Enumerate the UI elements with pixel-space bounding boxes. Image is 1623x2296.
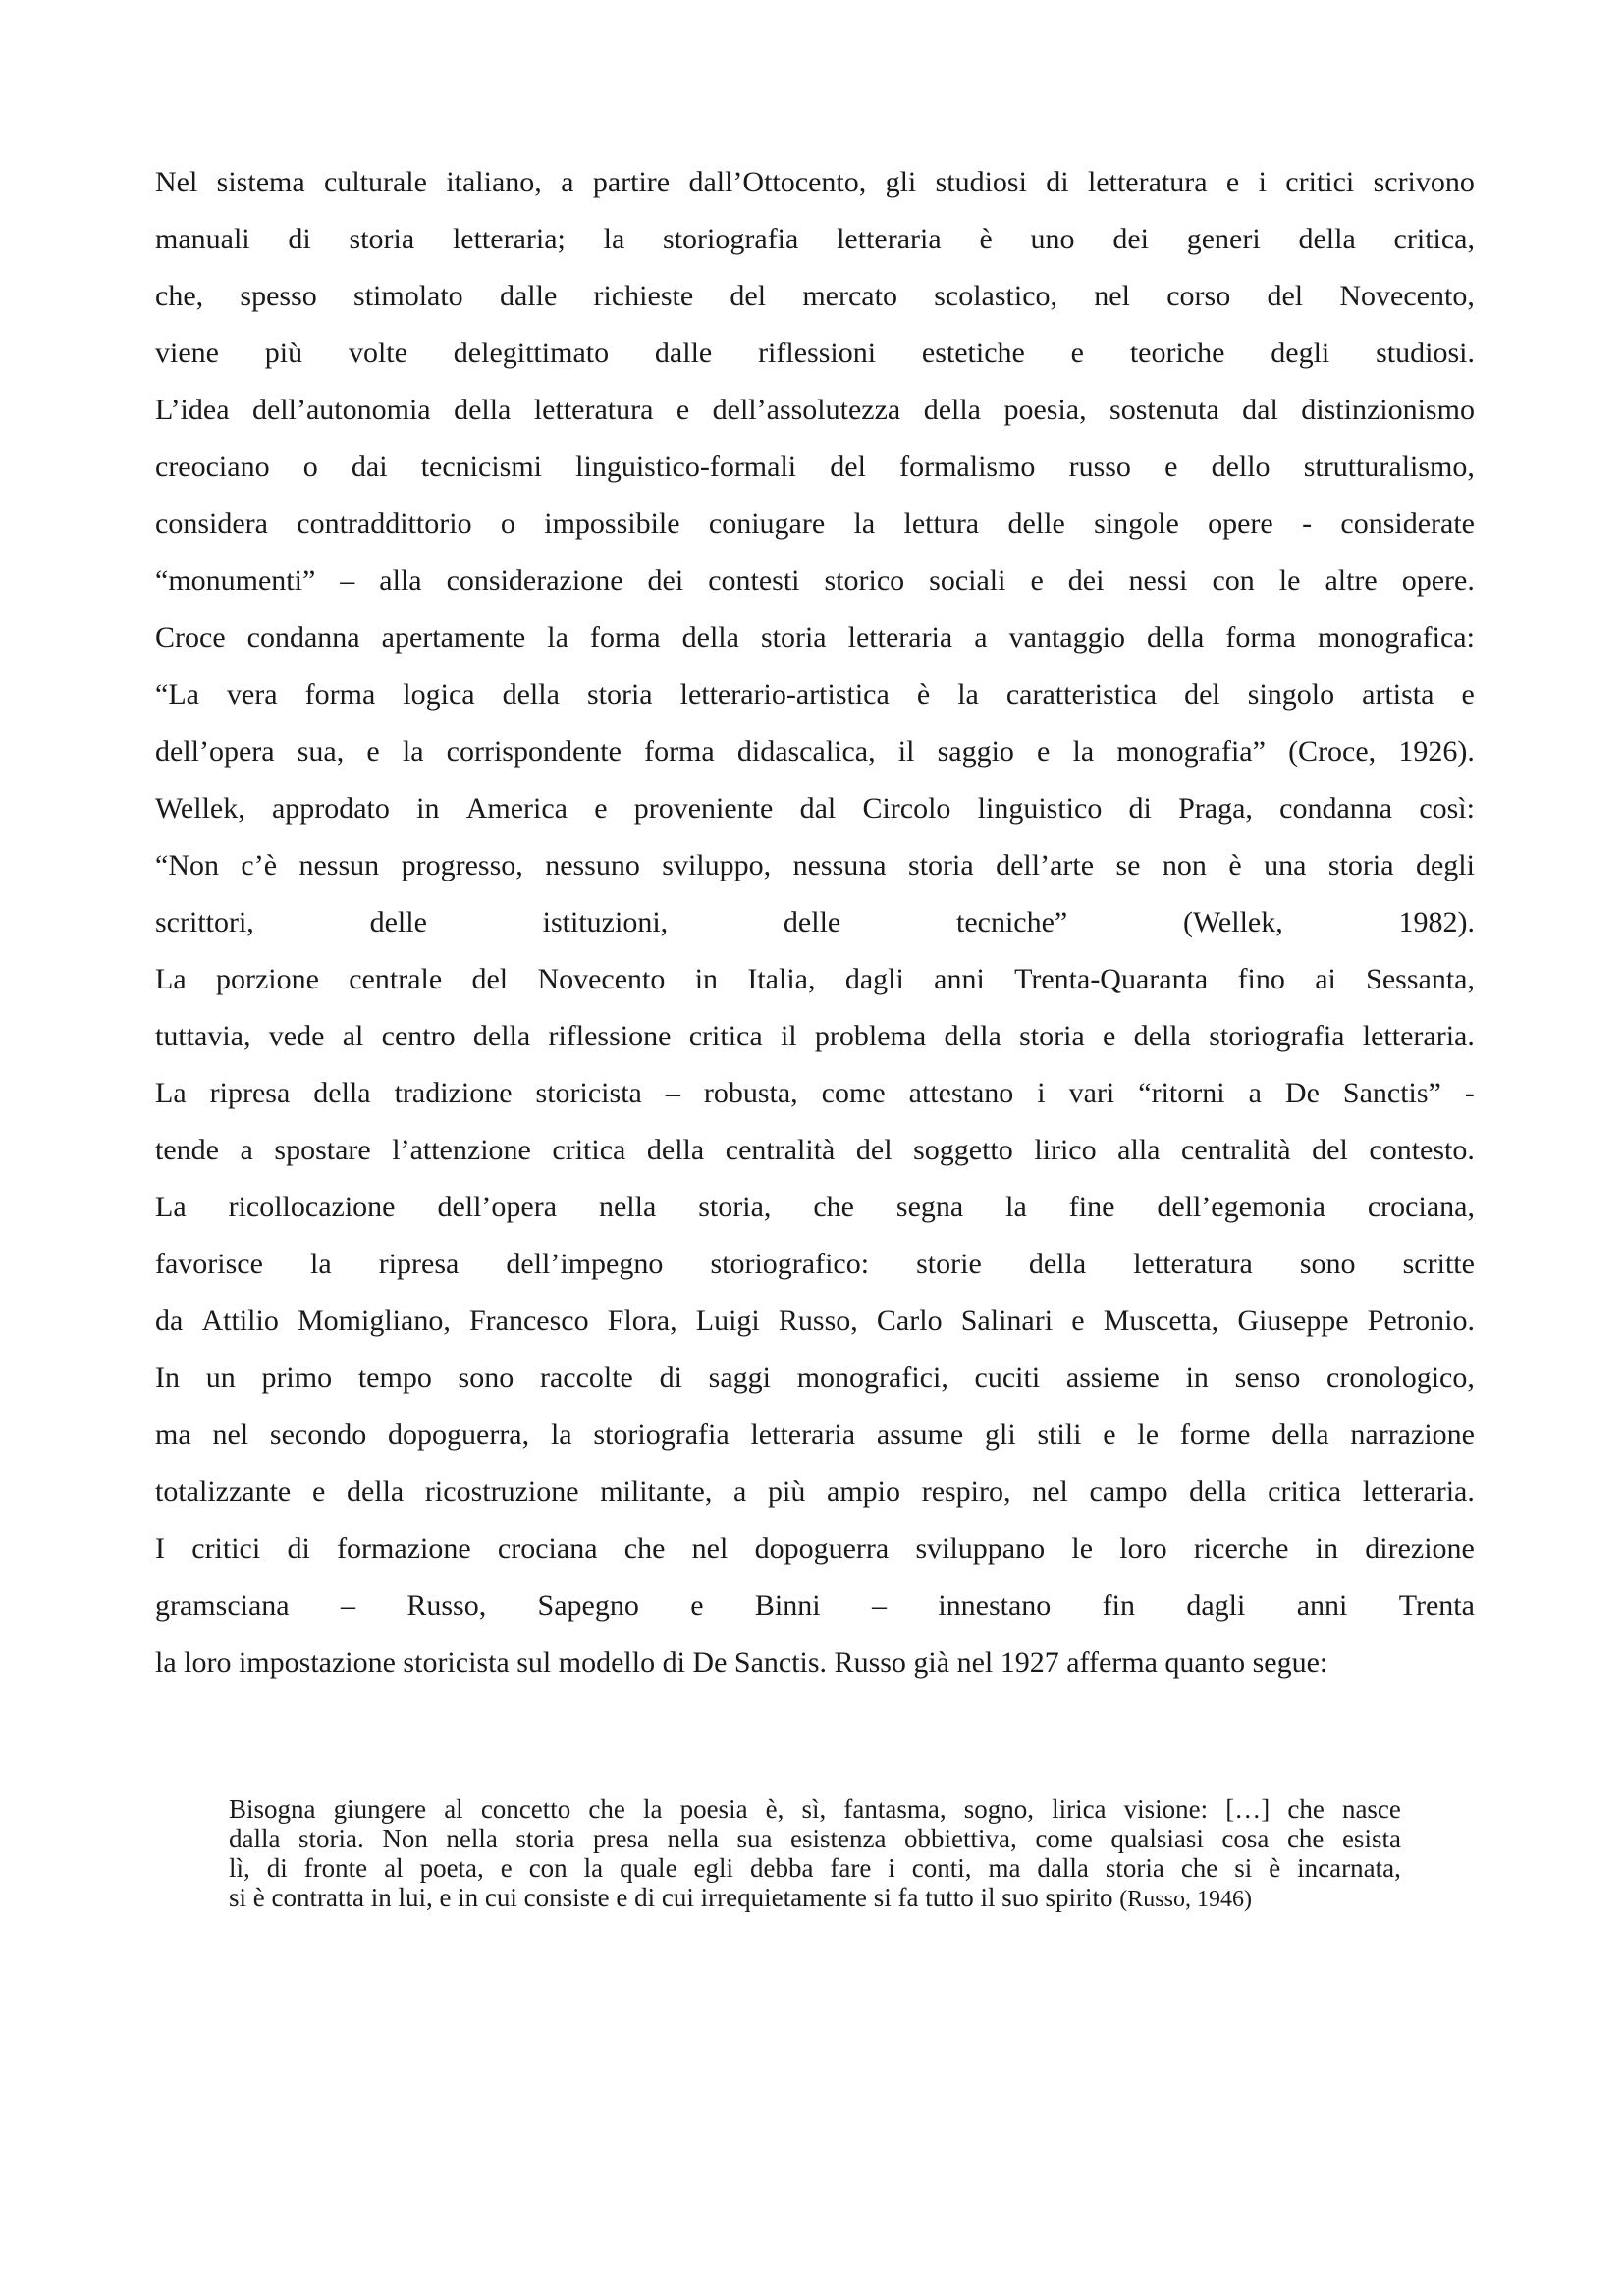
paragraph-line: creociano o dai tecnicismi linguistico-formali del formalismo russo e dello strutturalismo,: [155, 451, 1475, 483]
paragraph-line: In un primo tempo sono raccolte di saggi monografici, cuciti assieme in senso cronologico,: [155, 1362, 1475, 1394]
paragraph-line: Nel sistema culturale italiano, a partire dall’Ottocento, gli studiosi di letteratura e i critici scrivono: [155, 166, 1475, 198]
paragraph-line: scrittori, delle istituzioni, delle tecniche” (Wellek, 1982).: [155, 906, 1475, 938]
quote-citation: (Russo, 1946): [1119, 1887, 1252, 1912]
main-paragraph: [155, 154, 1475, 1691]
paragraph-line: favorisce la ripresa dell’impegno storiografico: storie della letteratura sono scritte: [155, 1248, 1475, 1280]
paragraph-line: L’idea dell’autonomia della letteratura e dell’assolutezza della poesia, sostenuta dal distinzionismo: [155, 394, 1475, 426]
paragraph-line: La ripresa della tradizione storicista – robusta, come attestano i vari “ritorni a De Sanctis” -: [155, 1077, 1475, 1109]
paragraph-line: tuttavia, vede al centro della riflessione critica il problema della storia e della storiografia letteraria.: [155, 1020, 1475, 1052]
paragraph-line: gramsciana – Russo, Sapegno e Binni – innestano fin dagli anni Trenta: [155, 1589, 1475, 1622]
quote-last-line-text: si è contratta in lui, e in cui consiste e di cui irrequietamente si fa tutto il suo spirito: [229, 1883, 1113, 1912]
paragraph-line: viene più volte delegittimato dalle riflessioni estetiche e teoriche degli studiosi.: [155, 337, 1475, 369]
paragraph-line: “monumenti” – alla considerazione dei contesti storico sociali e dei nessi con le altre opere.: [155, 564, 1475, 597]
paragraph-line: I critici di formazione crociana che nel dopoguerra sviluppano le loro ricerche in direzione: [155, 1532, 1475, 1565]
paragraph-line: La ricollocazione dell’opera nella storia, che segna la fine dell’egemonia crociana,: [155, 1191, 1475, 1223]
paragraph-line: dell’opera sua, e la corrispondente forma didascalica, il saggio e la monografia” (Croce, 1926).: [155, 735, 1475, 768]
paragraph-line: Wellek, approdato in America e proveniente dal Circolo linguistico di Praga, condanna così:: [155, 792, 1475, 825]
paragraph-line: tende a spostare l’attenzione critica della centralità del soggetto lirico alla centralità del contesto.: [155, 1134, 1475, 1166]
quote-line: Bisogna giungere al concetto che la poesia è, sì, fantasma, sogno, lirica visione: […] che nasce: [229, 1794, 1401, 1824]
paragraph-line: che, spesso stimolato dalle richieste del mercato scolastico, nel corso del Novecento,: [155, 280, 1475, 312]
paragraph-line: Croce condanna apertamente la forma della storia letteraria a vantaggio della forma monografica:: [155, 621, 1475, 654]
paragraph-line: La porzione centrale del Novecento in Italia, dagli anni Trenta-Quaranta fino ai Sessanta,: [155, 963, 1475, 995]
paragraph-line: “La vera forma logica della storia letterario-artistica è la caratteristica del singolo artista e: [155, 678, 1475, 711]
paragraph-line: ma nel secondo dopoguerra, la storiografia letteraria assume gli stili e le forme della narrazione: [155, 1418, 1475, 1451]
paragraph-line: manuali di storia letteraria; la storiografia letteraria è uno dei generi della critica,: [155, 223, 1475, 255]
paragraph-line: da Attilio Momigliano, Francesco Flora, Luigi Russo, Carlo Salinari e Muscetta, Giuseppe Petronio.: [155, 1305, 1475, 1337]
paragraph-line: totalizzante e della ricostruzione militante, a più ampio respiro, nel campo della critica letteraria.: [155, 1475, 1475, 1508]
paragraph-line: la loro impostazione storicista sul modello di De Sanctis. Russo già nel 1927 afferma quanto segue:: [155, 1646, 1328, 1679]
quote-line: lì, di fronte al poeta, e con la quale egli debba fare i conti, ma dalla storia che si è incarnata,: [229, 1853, 1401, 1883]
paragraph-line: considera contraddittorio o impossibile coniugare la lettura delle singole opere - considerate: [155, 507, 1475, 540]
quote-line: dalla storia. Non nella storia presa nella sua esistenza obbiettiva, come qualsiasi cosa che esista: [229, 1824, 1401, 1853]
block-quote: [229, 1794, 1401, 1912]
paragraph-line: “Non c’è nessun progresso, nessuno sviluppo, nessuna storia dell’arte se non è una storia degli: [155, 849, 1475, 881]
quote-last-line: [229, 1883, 1401, 1912]
